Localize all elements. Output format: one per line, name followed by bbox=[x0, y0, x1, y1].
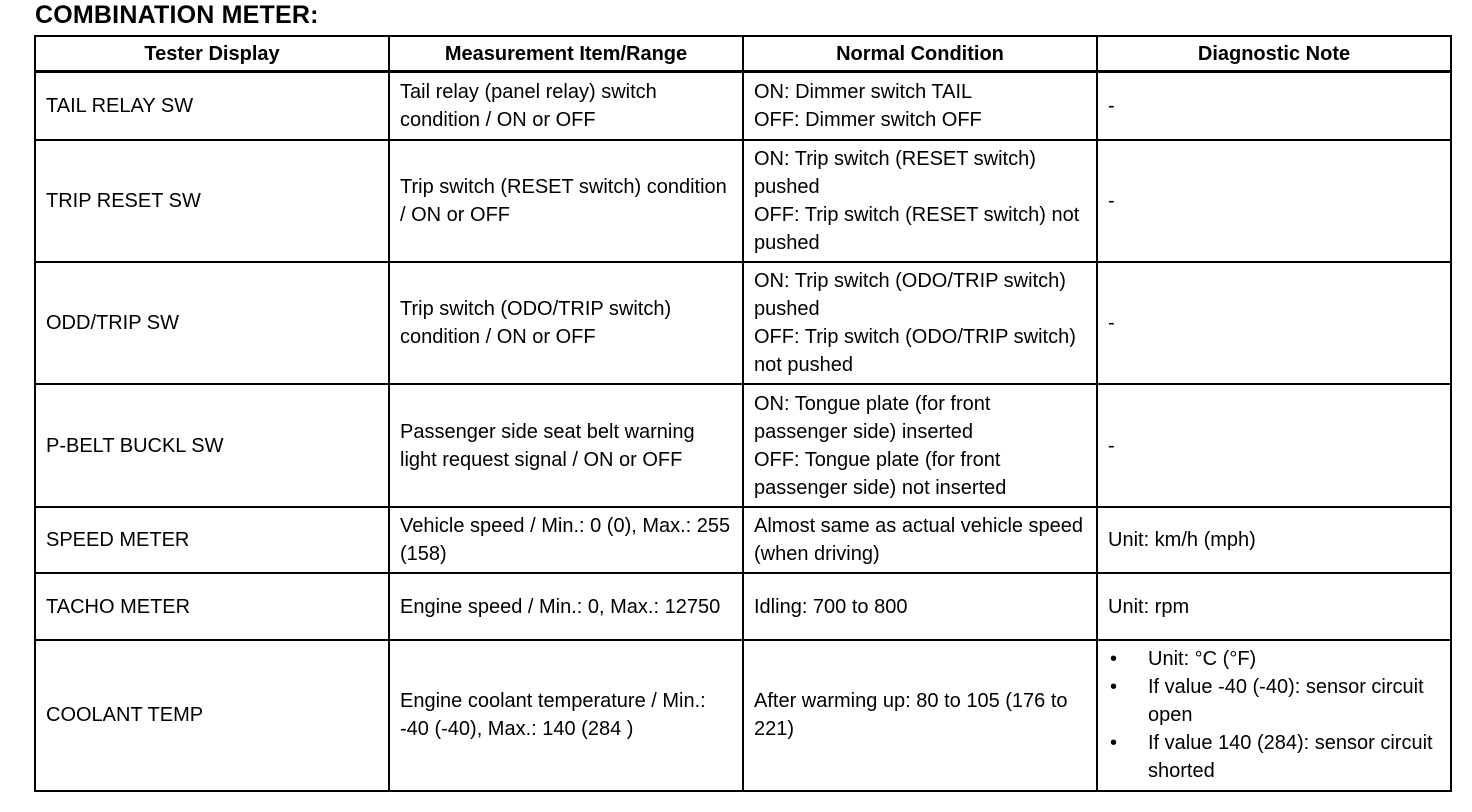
table-body bbox=[35, 72, 1451, 792]
diagnostic-note-list bbox=[1108, 645, 1440, 785]
table-row bbox=[35, 262, 1451, 384]
tester-display-cell: TAIL RELAY SW bbox=[35, 72, 389, 141]
diagnostic-note-item: • If value 140 (284): sensor circuit shorted bbox=[1108, 729, 1440, 785]
table-row bbox=[35, 384, 1451, 507]
normal-condition-cell bbox=[743, 640, 1097, 791]
table-row bbox=[35, 140, 1451, 262]
normal-condition-line: ON: Tongue plate (for front passenger side) inserted bbox=[754, 392, 991, 443]
diagnostic-note-cell: Unit: km/h (mph) bbox=[1097, 507, 1451, 573]
normal-condition-line: Idling: 700 to 800 bbox=[754, 595, 908, 618]
normal-condition-line: After warming up: 80 to 105 (176 to 221) bbox=[754, 690, 1068, 741]
table-header bbox=[35, 36, 1451, 72]
diagnostic-note-item: • Unit: °C (°F) bbox=[1108, 645, 1440, 673]
diagnostic-note-cell: - bbox=[1097, 72, 1451, 141]
header-normal-condition: Normal Condition bbox=[743, 36, 1097, 72]
page-title: COMBINATION METER: bbox=[35, 1, 319, 29]
measurement-cell: Engine speed / Min.: 0, Max.: 12750 bbox=[389, 573, 743, 639]
normal-condition-cell bbox=[743, 507, 1097, 573]
normal-condition-line: OFF: Dimmer switch OFF bbox=[754, 109, 982, 132]
normal-condition-line: OFF: Tongue plate (for front passenger side) not inserted bbox=[754, 448, 1007, 499]
combination-meter-table bbox=[34, 35, 1452, 792]
tester-display-cell: TRIP RESET SW bbox=[35, 140, 389, 262]
header-row bbox=[35, 36, 1451, 72]
normal-condition-line: OFF: Trip switch (ODO/TRIP switch) not pushed bbox=[754, 326, 1076, 377]
header-diagnostic-note: Diagnostic Note bbox=[1097, 36, 1451, 72]
tester-display-cell: SPEED METER bbox=[35, 507, 389, 573]
measurement-cell: Trip switch (RESET switch) condition / ON or OFF bbox=[389, 140, 743, 262]
normal-condition-line: Almost same as actual vehicle speed (when driving) bbox=[754, 515, 1084, 566]
header-measurement: Measurement Item/Range bbox=[389, 36, 743, 72]
normal-condition-line: OFF: Trip switch (RESET switch) not pushed bbox=[754, 204, 1080, 255]
tester-display-cell: P-BELT BUCKL SW bbox=[35, 384, 389, 507]
measurement-cell: Passenger side seat belt warning light request signal / ON or OFF bbox=[389, 384, 743, 507]
normal-condition-cell bbox=[743, 140, 1097, 262]
diagnostic-note-cell: - bbox=[1097, 140, 1451, 262]
diagnostic-note-cell: Unit: rpm bbox=[1097, 573, 1451, 639]
normal-condition-cell bbox=[743, 384, 1097, 507]
table-row bbox=[35, 573, 1451, 639]
tester-display-cell: COOLANT TEMP bbox=[35, 640, 389, 791]
table-row bbox=[35, 72, 1451, 141]
measurement-cell: Vehicle speed / Min.: 0 (0), Max.: 255 (158) bbox=[389, 507, 743, 573]
normal-condition-cell bbox=[743, 573, 1097, 639]
table-row bbox=[35, 640, 1451, 791]
normal-condition-cell bbox=[743, 72, 1097, 141]
normal-condition-line: ON: Trip switch (ODO/TRIP switch) pushed bbox=[754, 270, 1066, 321]
tester-display-cell: ODD/TRIP SW bbox=[35, 262, 389, 384]
diagnostic-note-cell: - bbox=[1097, 262, 1451, 384]
normal-condition-line: ON: Dimmer switch TAIL bbox=[754, 81, 973, 104]
normal-condition-line: ON: Trip switch (RESET switch) pushed bbox=[754, 148, 1036, 199]
table-row bbox=[35, 507, 1451, 573]
tester-display-cell: TACHO METER bbox=[35, 573, 389, 639]
normal-condition-cell bbox=[743, 262, 1097, 384]
measurement-cell: Engine coolant temperature / Min.: -40 (-40), Max.: 140 (284 ) bbox=[389, 640, 743, 791]
measurement-cell: Trip switch (ODO/TRIP switch) condition / ON or OFF bbox=[389, 262, 743, 384]
diagnostic-note-item: • If value -40 (-40): sensor circuit open bbox=[1108, 673, 1440, 729]
diagnostic-note-cell bbox=[1097, 640, 1451, 791]
header-tester-display: Tester Display bbox=[35, 36, 389, 72]
diagnostic-note-cell: - bbox=[1097, 384, 1451, 507]
measurement-cell: Tail relay (panel relay) switch condition / ON or OFF bbox=[389, 72, 743, 141]
